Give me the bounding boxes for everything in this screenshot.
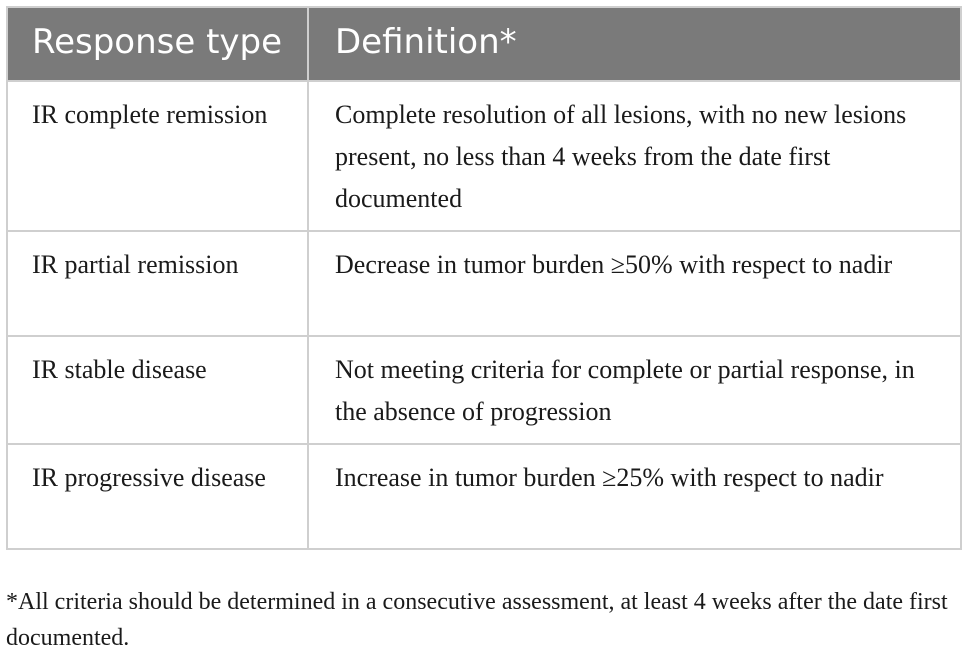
table-footnote: *All criteria should be determined in a consecutive assessment, at least 4 weeks after the date first documented. [6, 589, 948, 651]
table-header-row [7, 7, 961, 81]
definition-cell: Not meeting criteria for complete or partial response, in the absence of progression [308, 336, 961, 444]
response-criteria-table-container [6, 6, 960, 550]
response-type-cell: IR stable disease [7, 336, 308, 444]
table-row [7, 81, 961, 231]
table-row [7, 444, 961, 549]
table-row [7, 231, 961, 336]
response-type-cell: IR progressive disease [7, 444, 308, 549]
table-row [7, 336, 961, 444]
response-criteria-table [6, 6, 962, 550]
definition-cell: Decrease in tumor burden ≥50% with respect to nadir [308, 231, 961, 336]
definition-cell: Complete resolution of all lesions, with no new lesions present, no less than 4 weeks from the date first documented [308, 81, 961, 231]
header-definition: Definition* [308, 7, 961, 81]
response-type-cell: IR complete remission [7, 81, 308, 231]
response-type-cell: IR partial remission [7, 231, 308, 336]
definition-cell: Increase in tumor burden ≥25% with respect to nadir [308, 444, 961, 549]
header-response-type: Response type [7, 7, 308, 81]
